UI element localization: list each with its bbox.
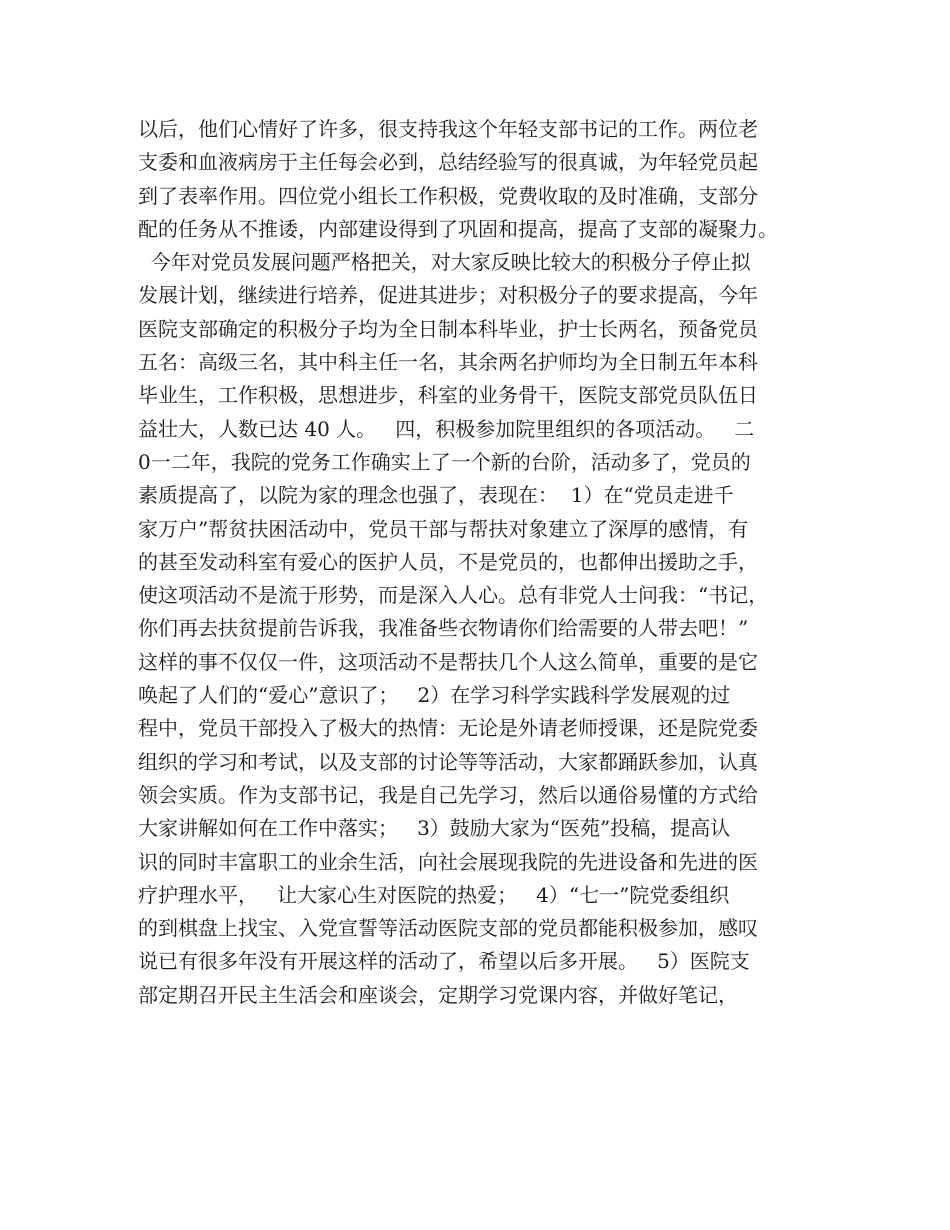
text-line: 的甚至发动科室有爱心的医护人员，不是党员的，也都伸出援助之手， — [138, 549, 758, 574]
text-line: 识的同时丰富职工的业余生活，向社会展现我院的先进设备和先进的医 — [138, 849, 758, 874]
text-line: 疗护理水平， 让大家心生对医院的热爱； 4）“七一”院党委组织 — [138, 882, 730, 907]
text-line: 部定期召开民主生活会和座谈会，定期学习党课内容，并做好笔记， — [138, 982, 738, 1007]
text-line: 素质提高了，以院为家的理念也强了，表现在： 1）在“党员走进千 — [138, 483, 734, 508]
text-line: 以后，他们心情好了许多，很支持我这个年轻支部书记的工作。两位老 — [138, 117, 758, 141]
text-line: 大家讲解如何在工作中落实； 3）鼓励大家为“医苑”投稿，提高认 — [138, 816, 731, 841]
text-line: 领会实质。作为支部书记，我是自己先学习，然后以通俗易懂的方式给 — [138, 782, 758, 807]
text-line: 说已有很多年没有开展这样的活动了，希望以后多开展。 5）医院支 — [138, 949, 750, 974]
body-text — [138, 113, 838, 1012]
text-line: 今年对党员发展问题严格把关，对大家反映比较大的积极分子停止拟 — [138, 250, 751, 275]
text-line: 程中，党员干部投入了极大的热情：无论是外请老师授课，还是院党委 — [138, 716, 758, 741]
text-line: 五名：高级三名，其中科主任一名，其余两名护师均为全日制五年本科 — [138, 350, 758, 375]
text-line: 配的任务从不推诿，内部建设得到了巩固和提高，提高了支部的凝聚力。 — [138, 216, 778, 241]
text-line: 这样的事不仅仅一件，这项活动不是帮扶几个人这么简单，重要的是它 — [138, 649, 758, 674]
text-line: 支委和血液病房于主任每会必到，总结经验写的很真诚，为年轻党员起 — [138, 150, 758, 175]
text-line: 到了表率作用。四位党小组长工作积极，党费收取的及时准确，支部分 — [138, 183, 758, 208]
text-line: 家万户”帮贫扶困活动中，党员干部与帮扶对象建立了深厚的感情，有 — [138, 516, 749, 541]
text-line: 医院支部确定的积极分子均为全日制本科毕业，护士长两名，预备党员 — [138, 316, 758, 341]
text-line: 唤起了人们的“爱心”意识了； 2）在学习科学实践科学发展观的过 — [138, 683, 731, 708]
text-line: 发展计划，继续进行培养，促进其进步；对积极分子的要求提高，今年 — [138, 283, 758, 308]
text-line: 0一二年，我院的党务工作确实上了一个新的台阶，活动多了，党员的 — [138, 449, 751, 474]
text-line: 组织的学习和考试，以及支部的讨论等等活动，大家都踊跃参加，认真 — [138, 749, 758, 774]
text-line: 益壮大，人数已达 40 人。 四，积极参加院里组织的各项活动。 二 — [138, 416, 755, 441]
text-line: 你们再去扶贫提前告诉我，我准备些衣物请你们给需要的人带去吧！” — [138, 616, 749, 641]
text-line: 的到棋盘上找宝、入党宣誓等活动医院支部的党员都能积极参加，感叹 — [138, 916, 758, 941]
text-line: 毕业生，工作积极，思想进步，科室的业务骨干，医院支部党员队伍日 — [138, 383, 758, 408]
text-line: 使这项活动不是流于形势，而是深入人心。总有非党人士问我：“书记， — [138, 583, 769, 608]
